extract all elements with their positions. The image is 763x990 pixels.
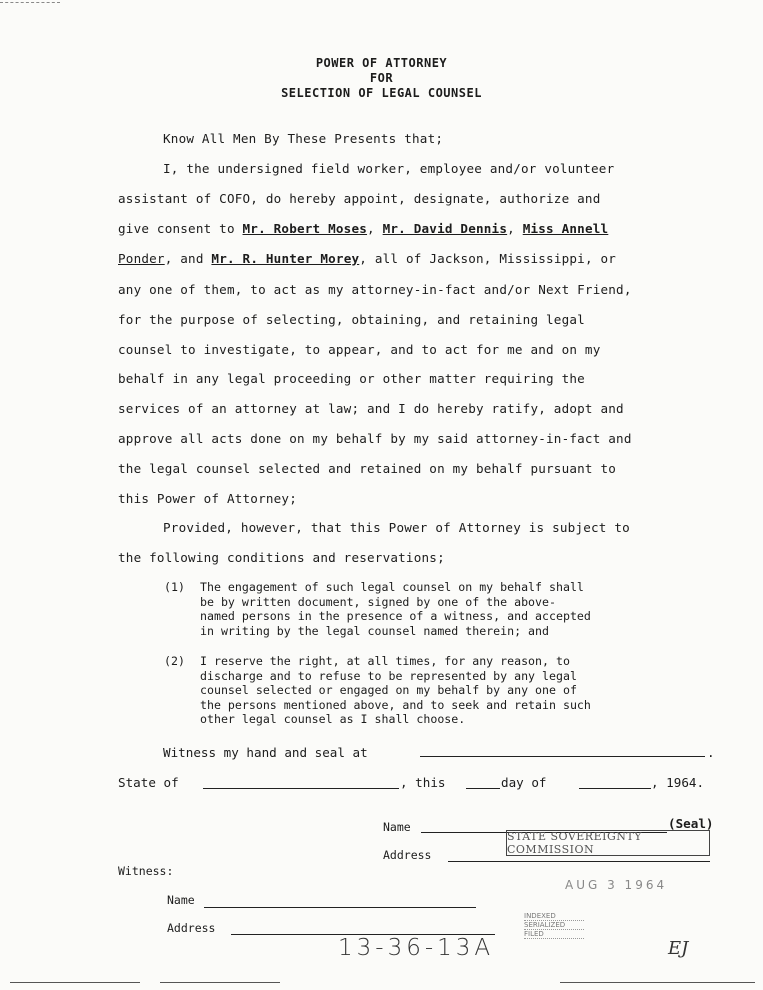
witness-hand-label: Witness my hand and seal at: [163, 745, 368, 760]
signer-name-label: Name: [383, 820, 411, 834]
body-line: behalf in any legal proceeding or other matter requiring the: [118, 371, 585, 386]
signer-address-label: Address: [383, 848, 432, 862]
appointee-name: Mr. David Dennis: [382, 221, 508, 236]
indexed-stamp: [524, 912, 584, 939]
condition-line: other legal counsel as I shall choose.: [200, 712, 466, 726]
condition-line: named persons in the presence of a witness, and accepted: [200, 609, 591, 623]
appointee-name: Mr. Robert Moses: [242, 221, 368, 236]
title-line-3: SELECTION OF LEGAL COUNSEL: [281, 86, 482, 100]
state-label: State of: [118, 775, 179, 790]
body-line-appointees-cont: [118, 251, 616, 266]
body-line: any one of them, to act as my attorney-in-fact and/or Next Friend,: [118, 282, 632, 297]
commission-stamp: STATE SOVEREIGNTY COMMISSION: [506, 830, 710, 856]
proviso-line: the following conditions and reservations;: [118, 550, 445, 565]
this-label: , this: [400, 775, 446, 790]
month-field[interactable]: [579, 774, 651, 789]
condition-number: (1): [164, 580, 185, 594]
body-text: give consent to: [118, 221, 243, 236]
day-of-label: day of: [501, 775, 547, 790]
file-number: 13-36-13A: [338, 935, 495, 961]
witness-hand-end: .: [707, 745, 715, 760]
opening-line: Know All Men By These Presents that;: [163, 131, 444, 146]
bottom-edge-line: [10, 982, 140, 983]
body-line: services of an attorney at law; and I do hereby ratify, adopt and: [118, 401, 624, 416]
place-field[interactable]: [420, 742, 705, 757]
handwritten-initials: EJ: [668, 938, 689, 959]
day-field[interactable]: [466, 774, 500, 789]
witness-address-label: Address: [167, 921, 216, 935]
condition-line: The engagement of such legal counsel on my behalf shall: [200, 580, 584, 594]
bottom-edge-line: [560, 982, 755, 983]
indexed-stamp-line: SERIALIZED: [524, 921, 584, 930]
bottom-edge-line: [160, 982, 280, 983]
appointee-name: Miss Annell: [522, 221, 609, 236]
year-label: , 1964.: [651, 775, 705, 790]
condition-line: the persons mentioned above, and to seek and retain such: [200, 697, 591, 712]
witness-heading: Witness:: [118, 864, 174, 878]
top-edge-mark: [0, 2, 60, 3]
condition-line: in writing by the legal counsel named therein; and: [200, 623, 550, 638]
seal-label: (Seal): [668, 816, 714, 831]
received-date-stamp: AUG 3 1964: [565, 878, 668, 892]
body-text: , and: [164, 251, 212, 266]
condition-line: discharge and to refuse to be represented by any legal: [200, 668, 577, 683]
appointee-name: Ponder: [118, 251, 165, 266]
condition-line: be by written document, signed by one of the above-: [200, 594, 556, 609]
title-line-2: FOR: [369, 71, 394, 85]
body-line: this Power of Attorney;: [118, 491, 297, 506]
body-text: , all of Jackson, Mississippi, or: [359, 251, 617, 266]
body-line: the legal counsel selected and retained on my behalf pursuant to: [118, 461, 617, 476]
body-line: assistant of COFO, do hereby appoint, designate, authorize and: [118, 191, 601, 206]
indexed-stamp-line: FILED: [524, 930, 584, 939]
witness-address-field[interactable]: [231, 920, 495, 935]
body-line: I, the undersigned field worker, employee and/or volunteer: [163, 161, 615, 176]
body-line: approve all acts done on my behalf by my said attorney-in-fact and: [118, 431, 632, 446]
condition-number: (2): [164, 654, 185, 668]
separator: ,: [367, 221, 383, 236]
witness-name-field[interactable]: [204, 893, 476, 908]
body-line: for the purpose of selecting, obtaining, and retaining legal: [118, 312, 585, 327]
witness-name-label: Name: [167, 893, 195, 907]
body-line: counsel to investigate, to appear, and to act for me and on my: [118, 342, 601, 357]
title-line-1: POWER OF ATTORNEY: [315, 56, 448, 70]
indexed-stamp-line: INDEXED: [524, 912, 584, 921]
separator: ,: [507, 221, 523, 236]
state-field[interactable]: [203, 774, 399, 789]
condition-line: counsel selected or engaged on my behalf by any one of: [200, 683, 577, 697]
proviso-line: Provided, however, that this Power of Attorney is subject to: [163, 520, 630, 535]
appointee-name: Mr. R. Hunter Morey: [211, 251, 360, 266]
condition-line: I reserve the right, at all times, for any reason, to: [200, 654, 570, 668]
body-line-appointees: [118, 221, 608, 236]
